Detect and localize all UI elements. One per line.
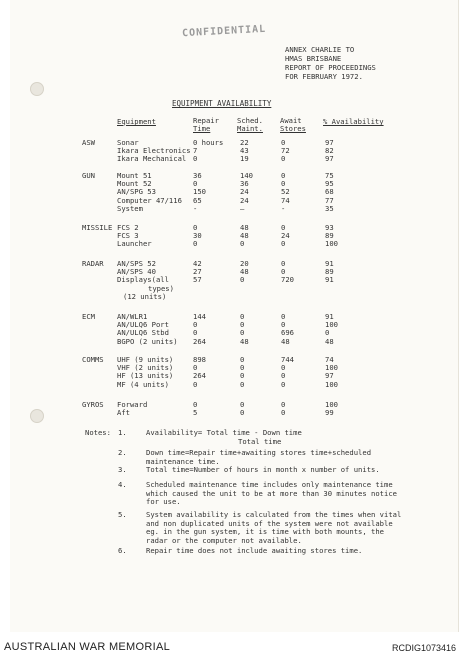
annex-header: [285, 45, 376, 81]
note-number: 5.: [118, 510, 127, 519]
notes-label: Notes:: [85, 428, 111, 437]
value-cell: 0: [281, 371, 286, 381]
equipment-cell: Launcher: [117, 239, 152, 249]
equipment-cell: HF (13 units): [117, 371, 174, 381]
note-line: System availability is calculated from the times when vital: [146, 510, 402, 519]
value-cell: 89: [325, 267, 334, 277]
header-repair: [193, 117, 219, 133]
value-cell: 0: [240, 355, 245, 364]
group-label: RADAR: [82, 259, 104, 268]
value-cell: 30: [193, 231, 202, 241]
equipment-cell: BGPO (2 units): [117, 336, 178, 346]
value-cell: 68: [325, 187, 334, 197]
note-number: 4.: [118, 480, 127, 489]
value-cell: 0: [281, 320, 286, 330]
equipment-cell: Aft: [117, 408, 130, 418]
value-cell: 0: [281, 223, 286, 232]
value-cell: 0: [193, 223, 198, 232]
value-cell: 48: [240, 267, 249, 277]
value-cell: 27: [193, 267, 202, 277]
note-line: Total time=Number of hours in month x number of units.: [146, 465, 380, 474]
value-cell: 0: [193, 179, 198, 189]
annex-line: REPORT OF PROCEEDINGS: [285, 63, 376, 72]
equipment-cell: Ikara Mechanical: [117, 154, 187, 164]
value-cell: 0: [281, 363, 286, 373]
equipment-cell: (12 units): [123, 291, 167, 301]
value-cell: 0: [281, 379, 286, 389]
footer-source: AUSTRALIAN WAR MEMORIAL: [4, 641, 171, 653]
equipment-cell: types): [148, 283, 174, 293]
value-cell: 52: [281, 187, 290, 197]
value-cell: 0: [281, 400, 286, 409]
value-cell: 91: [325, 275, 334, 285]
value-cell: 0: [281, 267, 286, 277]
note-line: Total time: [238, 436, 282, 446]
value-cell: 93: [325, 223, 334, 232]
note-number: 6.: [118, 546, 127, 555]
value-cell: 100: [325, 320, 338, 330]
header-await: [280, 117, 306, 133]
value-cell: —: [240, 203, 245, 213]
value-cell: 74: [281, 195, 290, 205]
note-line: for use.: [146, 497, 181, 506]
value-cell: 75: [325, 171, 334, 180]
header-await-line: Await: [280, 116, 302, 125]
value-cell: 0: [193, 328, 198, 338]
group-label: GUN: [82, 171, 95, 180]
value-cell: 74: [325, 355, 334, 364]
value-cell: 48: [240, 231, 249, 241]
value-cell: 0: [240, 239, 245, 249]
value-cell: 97: [325, 371, 334, 381]
value-cell: 0: [193, 400, 198, 409]
value-cell: 48: [281, 336, 290, 346]
value-cell: 24: [240, 187, 249, 197]
note-number: 1.: [118, 428, 127, 437]
value-cell: 744: [281, 355, 294, 364]
value-cell: 35: [325, 203, 334, 213]
punch-hole: [30, 409, 44, 423]
value-cell: 0: [240, 408, 245, 418]
note-line: maintenance time.: [146, 456, 220, 466]
value-cell: 0: [193, 379, 198, 389]
header-sched: [237, 117, 263, 133]
note-line: radar or the computer not available.: [146, 535, 302, 545]
equipment-cell: Mount 51: [117, 171, 152, 180]
value-cell: 0 hours: [193, 138, 224, 147]
equipment-cell: Sonar: [117, 138, 139, 147]
equipment-cell: AN/SPS 40: [117, 267, 156, 277]
header-sched-line: Sched.: [237, 116, 263, 125]
note-line: which caused the unit to be at more than 30 minutes notice: [146, 488, 397, 498]
value-cell: 0: [281, 239, 286, 249]
header-await-line: Stores: [280, 124, 306, 133]
equipment-cell: Computer 47/116: [117, 195, 182, 205]
value-cell: 100: [325, 239, 338, 249]
value-cell: 264: [193, 336, 206, 346]
group-label: MISSILE: [82, 223, 113, 232]
header-repair-line: Time: [193, 124, 211, 133]
note-line: and non duplicated units of the system were not available: [146, 518, 393, 528]
value-cell: 48: [325, 336, 334, 346]
value-cell: 0: [281, 154, 286, 164]
value-cell: -: [193, 203, 198, 213]
equipment-cell: FCS 2: [117, 223, 139, 232]
value-cell: 0: [240, 371, 245, 381]
value-cell: 97: [325, 138, 334, 147]
value-cell: 20: [240, 259, 249, 268]
value-cell: 95: [325, 179, 334, 189]
value-cell: 5: [193, 408, 198, 418]
value-cell: 0: [193, 154, 198, 164]
value-cell: 77: [325, 195, 334, 205]
value-cell: 7: [193, 146, 198, 156]
value-cell: 144: [193, 312, 206, 321]
annex-line: HMAS BRISBANE: [285, 54, 342, 63]
header-repair-line: Repair: [193, 116, 219, 125]
value-cell: 100: [325, 363, 338, 373]
value-cell: 0: [193, 239, 198, 249]
note-line: eg. in the gun system, it is time with both mounts, the: [146, 527, 384, 536]
equipment-cell: MF (4 units): [117, 379, 169, 389]
note-line: Availability= Total time - Down time: [146, 428, 302, 437]
note-number: 2.: [118, 448, 127, 457]
equipment-cell: Forward: [117, 400, 148, 409]
value-cell: 19: [240, 154, 249, 164]
equipment-cell: AN/SPG 53: [117, 187, 156, 197]
equipment-cell: Ikara Electronics: [117, 146, 191, 156]
note-line: Repair time does not include awaiting stores time.: [146, 546, 363, 555]
value-cell: 0: [281, 312, 286, 321]
value-cell: 898: [193, 355, 206, 364]
value-cell: 36: [240, 179, 249, 189]
group-label: ECM: [82, 312, 95, 321]
value-cell: 720: [281, 275, 294, 285]
value-cell: 0: [240, 379, 245, 389]
value-cell: 97: [325, 154, 334, 164]
annex-line: FOR FEBRUARY 1972.: [285, 72, 363, 81]
value-cell: 91: [325, 259, 334, 268]
equipment-cell: VHF (2 units): [117, 363, 174, 373]
value-cell: 264: [193, 371, 206, 381]
value-cell: 48: [240, 336, 249, 346]
value-cell: 0: [281, 171, 286, 180]
value-cell: 0: [240, 400, 245, 409]
value-cell: 0: [281, 179, 286, 189]
value-cell: 43: [240, 146, 249, 156]
note-line: Down time=Repair time+awaiting stores time+scheduled: [146, 448, 372, 457]
equipment-cell: System: [117, 203, 143, 213]
note-number: 3.: [118, 465, 127, 474]
value-cell: 91: [325, 312, 334, 321]
value-cell: 65: [193, 195, 202, 205]
equipment-cell: AN/ULQ6 Port: [117, 320, 169, 330]
confidential-stamp: CONFIDENTIAL: [181, 23, 267, 40]
equipment-cell: Displays(all: [117, 275, 169, 285]
value-cell: 0: [240, 328, 245, 338]
value-cell: 0: [325, 328, 330, 338]
footer-record-id: RCDIG1073416: [391, 643, 456, 653]
document-title: EQUIPMENT AVAILABILITY: [172, 99, 272, 108]
value-cell: 140: [240, 171, 253, 180]
value-cell: 0: [281, 138, 286, 147]
value-cell: 100: [325, 379, 338, 389]
equipment-cell: AN/SPS 52: [117, 259, 156, 268]
group-label: GYROS: [82, 400, 104, 409]
value-cell: 0: [240, 363, 245, 373]
value-cell: 0: [193, 320, 198, 330]
group-label: ASW: [82, 138, 95, 147]
value-cell: 0: [193, 363, 198, 373]
annex-line: ANNEX CHARLIE TO: [285, 45, 355, 54]
equipment-cell: UHF (9 units): [117, 355, 174, 364]
value-cell: 150: [193, 187, 206, 197]
header-availability: % Availability: [323, 117, 384, 126]
value-cell: 89: [325, 231, 334, 241]
punch-hole: [30, 82, 44, 96]
value-cell: 36: [193, 171, 202, 180]
value-cell: 42: [193, 259, 202, 268]
value-cell: 72: [281, 146, 290, 156]
value-cell: 24: [240, 195, 249, 205]
value-cell: 0: [240, 312, 245, 321]
value-cell: 99: [325, 408, 334, 418]
value-cell: 82: [325, 146, 334, 156]
note-line: Scheduled maintenance time includes only maintenance time: [146, 480, 393, 489]
equipment-cell: AN/ULQ6 Stbd: [117, 328, 169, 338]
value-cell: 0: [240, 275, 245, 285]
value-cell: 0: [240, 320, 245, 330]
value-cell: 696: [281, 328, 294, 338]
equipment-cell: FCS 3: [117, 231, 139, 241]
value-cell: 0: [281, 408, 286, 418]
equipment-cell: AN/WLR1: [117, 312, 148, 321]
header-sched-line: Maint.: [237, 124, 263, 133]
group-label: COMMS: [82, 355, 104, 364]
value-cell: 0: [281, 259, 286, 268]
header-equipment: Equipment: [117, 117, 156, 126]
value-cell: 57: [193, 275, 202, 285]
value-cell: 24: [281, 231, 290, 241]
value-cell: 48: [240, 223, 249, 232]
value-cell: 22: [240, 138, 249, 147]
equipment-cell: Mount 52: [117, 179, 152, 189]
value-cell: 100: [325, 400, 338, 409]
value-cell: -: [281, 203, 286, 213]
